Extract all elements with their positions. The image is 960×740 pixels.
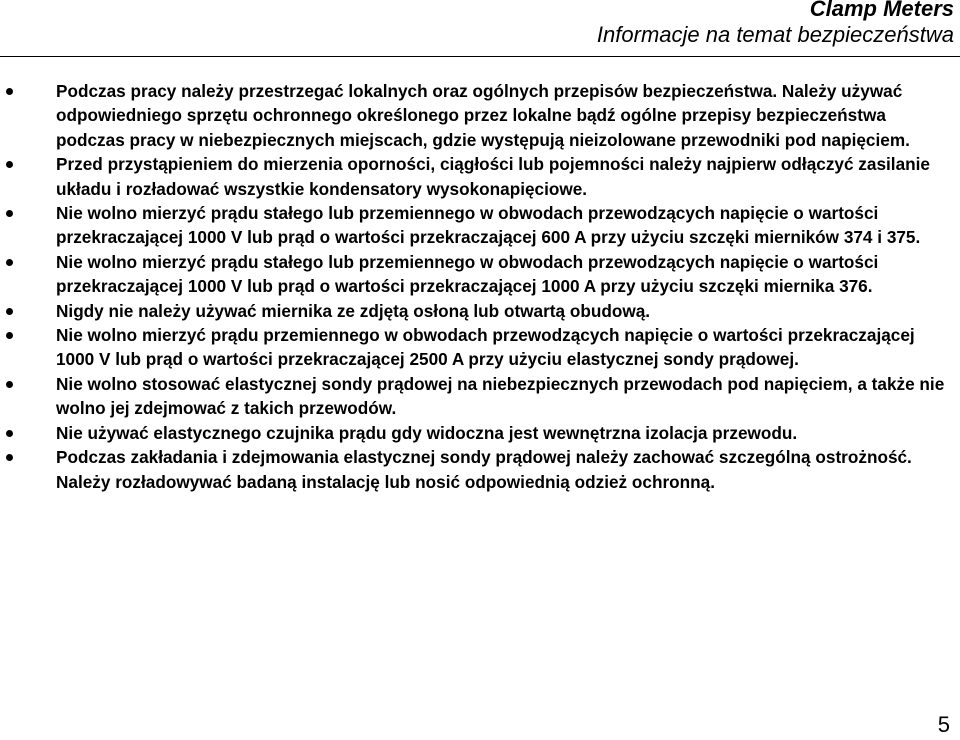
bullet-text: Przed przystąpieniem do mierzenia oporności, ciągłości lub pojemności należy najpierw odłączyć zasilanie układu i rozładować wszystkie kondensatory wysokonapięciowe. [56, 154, 930, 199]
page-number: 5 [937, 712, 950, 737]
list-item [0, 299, 960, 323]
list-item [0, 421, 960, 445]
section-subtitle: Informacje na temat bezpieczeństwa [596, 22, 954, 47]
list-item [0, 445, 960, 494]
bullet-icon [6, 210, 13, 217]
bullet-icon [6, 381, 13, 388]
bullet-icon [6, 308, 13, 315]
bullet-icon [6, 88, 13, 95]
list-item [0, 323, 960, 372]
bullet-icon [6, 332, 13, 339]
bullet-text: Nie wolno mierzyć prądu stałego lub przemiennego w obwodach przewodzących napięcie o wartości przekraczającej 1000 V lub prąd o wartości przekraczającej 1000 A przy użyciu szczęki miernika 376. [56, 251, 879, 297]
header-divider [0, 56, 960, 57]
list-item [0, 250, 960, 299]
bullet-text: Nie używać elastycznego czujnika prądu gdy widoczna jest wewnętrzna izolacja przewodu. [56, 422, 798, 443]
bullet-text: Nie wolno stosować elastycznej sondy prądowej na niebezpiecznych przewodach pod napięciem, a także nie wolno jej zdejmować z takich przewodów. [56, 373, 945, 419]
bullet-text: Nigdy nie należy używać miernika ze zdjętą osłoną lub otwartą obudową. [56, 300, 651, 321]
bullet-text: Podczas pracy należy przestrzegać lokalnych oraz ogólnych przepisów bezpieczeństwa. Należy używać odpowiedniego sprzętu ochronnego określonego przez lokalne bądź ogólne przepisy bezpieczeństwa podczas pracy w niebezpiecznych miejscach, gdzie występują nieizolowane przewodniki pod napięciem. [56, 81, 910, 150]
bullet-icon [6, 454, 13, 461]
document-title: Clamp Meters [809, 0, 954, 21]
bullet-text: Podczas zakładania i zdejmowania elastycznej sondy prądowej należy zachować szczególną ostrożność. Należy rozładowywać badaną instalację lub nosić odpowiednią odzież ochronną. [56, 447, 912, 492]
bullet-icon [6, 161, 13, 168]
list-item [0, 152, 960, 201]
safety-bullet-list [0, 79, 960, 494]
list-item [0, 372, 960, 421]
page-header [597, 0, 954, 48]
bullet-text: Nie wolno mierzyć prądu przemiennego w obwodach przewodzących napięcie o wartości przekraczającej 1000 V lub prąd o wartości przekraczającej 2500 A przy użyciu elastycznej sondy prądowej. [56, 325, 915, 370]
list-item [0, 79, 960, 152]
bullet-icon [6, 259, 13, 266]
bullet-text: Nie wolno mierzyć prądu stałego lub przemiennego w obwodach przewodzących napięcie o wartości przekraczającej 1000 V lub prąd o wartości przekraczającej 600 A przy użyciu szczęki mierników 374 i 375. [56, 203, 921, 248]
list-item [0, 201, 960, 250]
bullet-icon [6, 430, 13, 437]
